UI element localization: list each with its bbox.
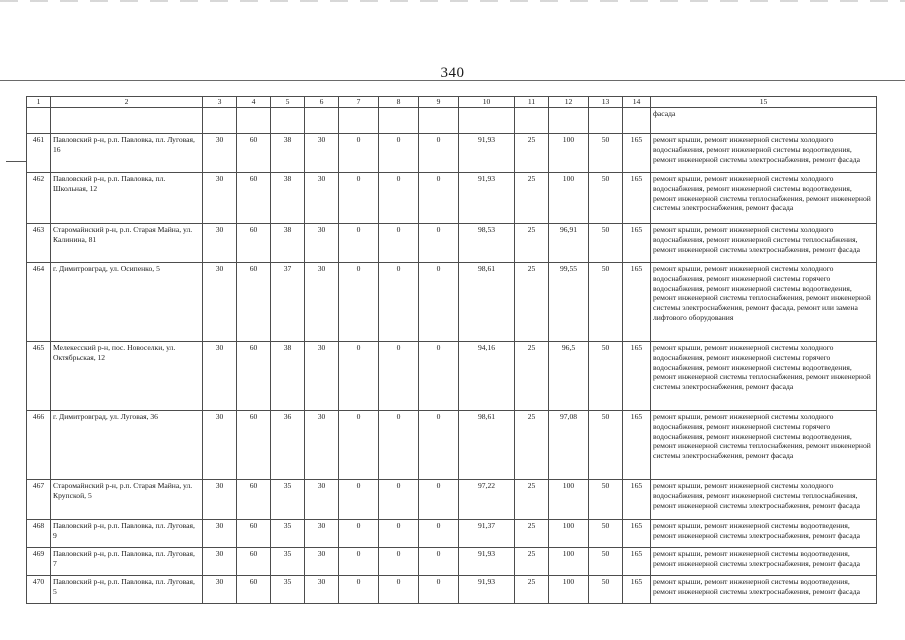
- value-cell: 30: [203, 341, 237, 410]
- value-cell: 97,22: [459, 479, 515, 519]
- value-cell: 30: [305, 479, 339, 519]
- works-cell: ремонт крыши, ремонт инженерной системы холодного водоснабжения, ремонт инженерной системы водоотведения, ремонт инженерной системы электроснабжения, ремонт фасада: [651, 133, 877, 172]
- value-cell: 35: [271, 575, 305, 603]
- value-cell: 0: [379, 479, 419, 519]
- value-cell: 30: [305, 410, 339, 479]
- value-cell: 30: [203, 133, 237, 172]
- row-number-cell: 465: [27, 341, 51, 410]
- value-cell: 30: [203, 223, 237, 262]
- value-cell: 30: [203, 575, 237, 603]
- works-cell: ремонт крыши, ремонт инженерной системы водоотведения, ремонт инженерной системы электроснабжения, ремонт фасада: [651, 575, 877, 603]
- value-cell: 0: [379, 410, 419, 479]
- value-cell: 25: [515, 410, 549, 479]
- value-cell: 30: [305, 133, 339, 172]
- address-cell: г. Димитровград, ул. Луговая, 36: [51, 410, 203, 479]
- value-cell: 30: [203, 410, 237, 479]
- value-cell: 0: [379, 262, 419, 341]
- works-cell: ремонт крыши, ремонт инженерной системы холодного водоснабжения, ремонт инженерной системы теплоснабжения, ремонт инженерной системы электроснабжения, ремонт фасада: [651, 223, 877, 262]
- value-cell: 30: [305, 262, 339, 341]
- value-cell: 98,61: [459, 410, 515, 479]
- value-cell: 60: [237, 262, 271, 341]
- value-cell: 50: [589, 172, 623, 223]
- value-cell: 25: [515, 519, 549, 547]
- value-cell: 25: [515, 223, 549, 262]
- value-cell: 100: [549, 172, 589, 223]
- value-cell: 165: [623, 410, 651, 479]
- value-cell: 0: [379, 172, 419, 223]
- address-cell: Старомайнский р-н, р.п. Старая Майна, ул. Калинина, 81: [51, 223, 203, 262]
- value-cell: 0: [339, 479, 379, 519]
- value-cell: 165: [623, 223, 651, 262]
- value-cell: 30: [305, 547, 339, 575]
- value-cell: 100: [549, 519, 589, 547]
- row-number-cell: 461: [27, 133, 51, 172]
- table-row: [27, 575, 877, 603]
- column-header: 9: [419, 97, 459, 108]
- value-cell: 0: [419, 519, 459, 547]
- value-cell: 30: [305, 172, 339, 223]
- value-cell: 30: [305, 341, 339, 410]
- value-cell: 98,61: [459, 262, 515, 341]
- column-header: 5: [271, 97, 305, 108]
- value-cell: 50: [589, 519, 623, 547]
- value-cell: 60: [237, 575, 271, 603]
- column-header: 7: [339, 97, 379, 108]
- value-cell: 165: [623, 133, 651, 172]
- value-cell: 0: [339, 410, 379, 479]
- value-cell: 0: [339, 519, 379, 547]
- value-cell: 0: [339, 575, 379, 603]
- table-row: [27, 410, 877, 479]
- value-cell: 38: [271, 223, 305, 262]
- value-cell: 60: [237, 547, 271, 575]
- value-cell: 35: [271, 479, 305, 519]
- value-cell: 0: [339, 547, 379, 575]
- value-cell: 0: [339, 133, 379, 172]
- column-header: 13: [589, 97, 623, 108]
- value-cell: 0: [339, 262, 379, 341]
- table-row: [27, 341, 877, 410]
- value-cell: 0: [419, 575, 459, 603]
- works-cell: ремонт крыши, ремонт инженерной системы холодного водоснабжения, ремонт инженерной системы водоотведения, ремонт инженерной системы теплоснабжения, ремонт инженерной системы электроснабжения, ремонт фасада: [651, 172, 877, 223]
- value-cell: 30: [305, 575, 339, 603]
- table-row: [27, 172, 877, 223]
- value-cell: 100: [549, 575, 589, 603]
- column-header: 6: [305, 97, 339, 108]
- value-cell: 25: [515, 341, 549, 410]
- value-cell: 0: [419, 133, 459, 172]
- column-header: 3: [203, 97, 237, 108]
- column-header: 14: [623, 97, 651, 108]
- value-cell: 98,53: [459, 223, 515, 262]
- value-cell: 96,5: [549, 341, 589, 410]
- value-cell: 100: [549, 479, 589, 519]
- continuation-text: фасада: [651, 107, 877, 133]
- value-cell: 0: [379, 341, 419, 410]
- column-header: 8: [379, 97, 419, 108]
- value-cell: 0: [419, 479, 459, 519]
- value-cell: 25: [515, 479, 549, 519]
- table-row: [27, 479, 877, 519]
- value-cell: 25: [515, 262, 549, 341]
- register-table: [26, 96, 877, 604]
- works-cell: ремонт крыши, ремонт инженерной системы водоотведения, ремонт инженерной системы электроснабжения, ремонт фасада: [651, 519, 877, 547]
- value-cell: 35: [271, 547, 305, 575]
- value-cell: 165: [623, 575, 651, 603]
- margin-mark: [6, 161, 26, 162]
- address-cell: Павловский р-н, р.п. Павловка, пл. Школьная, 12: [51, 172, 203, 223]
- value-cell: 94,16: [459, 341, 515, 410]
- value-cell: 30: [203, 262, 237, 341]
- value-cell: 30: [203, 172, 237, 223]
- column-header: 10: [459, 97, 515, 108]
- value-cell: 50: [589, 479, 623, 519]
- value-cell: 0: [419, 262, 459, 341]
- value-cell: 91,93: [459, 575, 515, 603]
- column-header: 2: [51, 97, 203, 108]
- value-cell: 91,37: [459, 519, 515, 547]
- value-cell: 0: [379, 519, 419, 547]
- value-cell: 50: [589, 575, 623, 603]
- row-number-cell: 464: [27, 262, 51, 341]
- value-cell: 0: [419, 341, 459, 410]
- works-cell: ремонт крыши, ремонт инженерной системы холодного водоснабжения, ремонт инженерной системы горячего водоснабжения, ремонт инженерной системы водоотведения, ремонт инженерной системы теплоснабжения, ремонт инженерной системы электроснабжения, ремонт фасада: [651, 341, 877, 410]
- value-cell: 165: [623, 262, 651, 341]
- value-cell: 38: [271, 172, 305, 223]
- column-header: 11: [515, 97, 549, 108]
- address-cell: г. Димитровград, ул. Осипенко, 5: [51, 262, 203, 341]
- row-number-cell: 466: [27, 410, 51, 479]
- table-row: [27, 133, 877, 172]
- value-cell: 35: [271, 519, 305, 547]
- value-cell: 37: [271, 262, 305, 341]
- value-cell: 0: [339, 341, 379, 410]
- works-cell: ремонт крыши, ремонт инженерной системы холодного водоснабжения, ремонт инженерной системы горячего водоснабжения, ремонт инженерной системы водоотведения, ремонт инженерной системы теплоснабжения, ремонт инженерной системы электроснабжения, ремонт фасада: [651, 410, 877, 479]
- value-cell: 50: [589, 223, 623, 262]
- value-cell: 60: [237, 479, 271, 519]
- value-cell: 0: [339, 223, 379, 262]
- address-cell: Павловский р-н, р.п. Павловка, пл. Луговая, 16: [51, 133, 203, 172]
- row-number-cell: 463: [27, 223, 51, 262]
- column-header: 12: [549, 97, 589, 108]
- table-row: [27, 262, 877, 341]
- column-header: 1: [27, 97, 51, 108]
- value-cell: 96,91: [549, 223, 589, 262]
- value-cell: 50: [589, 410, 623, 479]
- value-cell: 60: [237, 223, 271, 262]
- value-cell: 91,93: [459, 172, 515, 223]
- header-row: [27, 97, 877, 108]
- value-cell: 99,55: [549, 262, 589, 341]
- value-cell: 60: [237, 172, 271, 223]
- address-cell: Мелекесский р-н, пос. Новоселки, ул. Октябрьская, 12: [51, 341, 203, 410]
- value-cell: 25: [515, 172, 549, 223]
- value-cell: 30: [203, 519, 237, 547]
- value-cell: 38: [271, 341, 305, 410]
- value-cell: 0: [419, 172, 459, 223]
- value-cell: 30: [305, 223, 339, 262]
- row-number-cell: 462: [27, 172, 51, 223]
- value-cell: 60: [237, 133, 271, 172]
- value-cell: 50: [589, 133, 623, 172]
- column-header: 4: [237, 97, 271, 108]
- table-row: [27, 547, 877, 575]
- value-cell: 30: [203, 547, 237, 575]
- works-cell: ремонт крыши, ремонт инженерной системы водоотведения, ремонт инженерной системы электроснабжения, ремонт фасада: [651, 547, 877, 575]
- value-cell: 91,93: [459, 547, 515, 575]
- value-cell: 165: [623, 479, 651, 519]
- address-cell: Павловский р-н, р.п. Павловка, пл. Луговая, 9: [51, 519, 203, 547]
- value-cell: 36: [271, 410, 305, 479]
- value-cell: 100: [549, 547, 589, 575]
- table-row: [27, 223, 877, 262]
- row-number-cell: 467: [27, 479, 51, 519]
- table-row: [27, 519, 877, 547]
- value-cell: 0: [339, 172, 379, 223]
- value-cell: 165: [623, 519, 651, 547]
- works-cell: ремонт крыши, ремонт инженерной системы холодного водоснабжения, ремонт инженерной системы теплоснабжения, ремонт инженерной системы электроснабжения, ремонт фасада: [651, 479, 877, 519]
- value-cell: 60: [237, 519, 271, 547]
- value-cell: 0: [379, 547, 419, 575]
- value-cell: 30: [305, 519, 339, 547]
- page-number: 340: [440, 65, 465, 81]
- value-cell: 60: [237, 410, 271, 479]
- address-cell: Павловский р-н, р.п. Павловка, пл. Луговая, 5: [51, 575, 203, 603]
- value-cell: 0: [419, 410, 459, 479]
- value-cell: 0: [379, 575, 419, 603]
- row-number-cell: 468: [27, 519, 51, 547]
- value-cell: 0: [379, 133, 419, 172]
- row-number-cell: 469: [27, 547, 51, 575]
- value-cell: 25: [515, 575, 549, 603]
- value-cell: 165: [623, 547, 651, 575]
- scan-edge: [0, 0, 905, 2]
- value-cell: 60: [237, 341, 271, 410]
- value-cell: 30: [203, 479, 237, 519]
- value-cell: 38: [271, 133, 305, 172]
- value-cell: 50: [589, 547, 623, 575]
- value-cell: 91,93: [459, 133, 515, 172]
- value-cell: 50: [589, 262, 623, 341]
- continuation-row: [27, 107, 877, 133]
- value-cell: 100: [549, 133, 589, 172]
- value-cell: 25: [515, 547, 549, 575]
- value-cell: 165: [623, 172, 651, 223]
- row-number-cell: 470: [27, 575, 51, 603]
- works-cell: ремонт крыши, ремонт инженерной системы холодного водоснабжения, ремонт инженерной системы горячего водоснабжения, ремонт инженерной системы водоотведения, ремонт инженерной системы теплоснабжения, ремонт инженерной системы электроснабжения, ремонт фасада, ремонт или замена лифтового оборудования: [651, 262, 877, 341]
- value-cell: 50: [589, 341, 623, 410]
- value-cell: 0: [419, 223, 459, 262]
- value-cell: 165: [623, 341, 651, 410]
- column-header: 15: [651, 97, 877, 108]
- table-body: [27, 107, 877, 603]
- value-cell: 0: [379, 223, 419, 262]
- value-cell: 0: [419, 547, 459, 575]
- address-cell: Старомайнский р-н, р.п. Старая Майна, ул. Крупской, 5: [51, 479, 203, 519]
- value-cell: 25: [515, 133, 549, 172]
- value-cell: 97,08: [549, 410, 589, 479]
- address-cell: Павловский р-н, р.п. Павловка, пл. Луговая, 7: [51, 547, 203, 575]
